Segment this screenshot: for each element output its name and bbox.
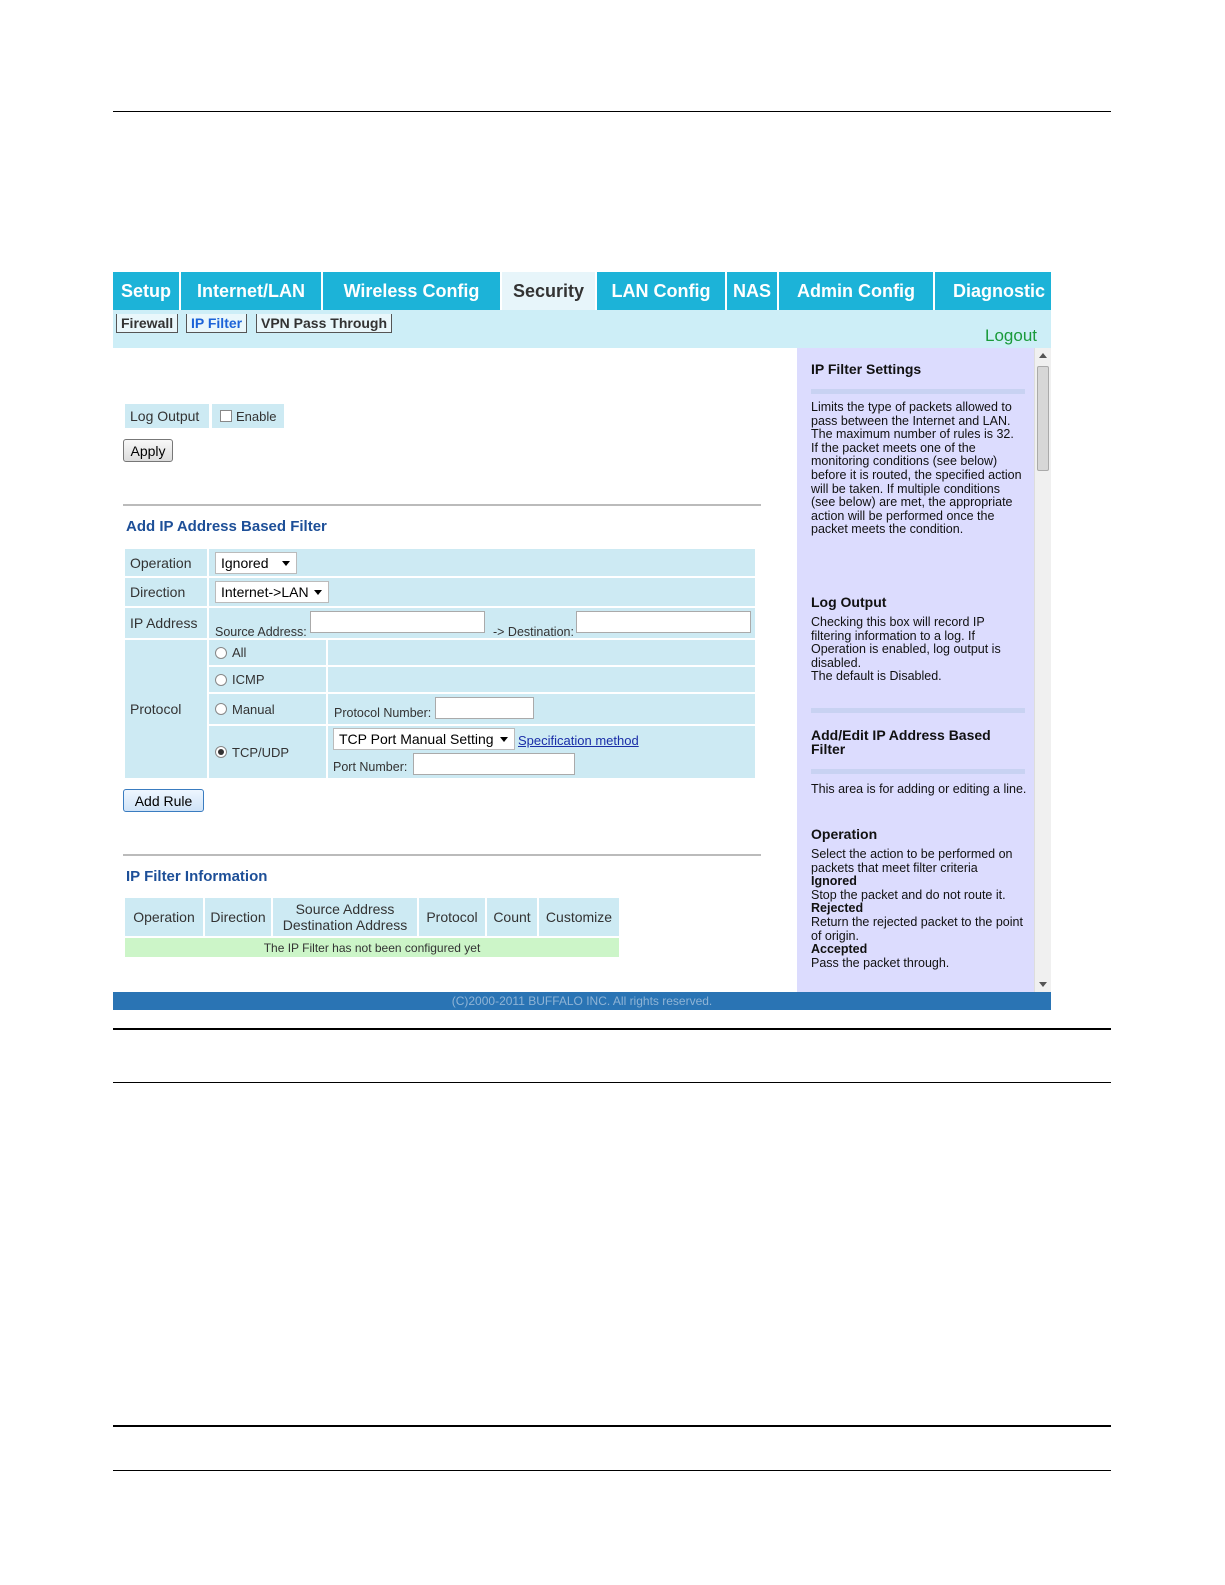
help-operation-block xyxy=(811,848,1027,970)
direction-cell xyxy=(209,578,755,606)
protocol-icmp-cell xyxy=(209,667,326,692)
subtab-firewall[interactable]: Firewall xyxy=(116,314,178,333)
help-accepted-title: Accepted xyxy=(811,942,868,957)
logout-link[interactable]: Logout xyxy=(985,326,1037,345)
help-operation-title: Operation xyxy=(811,826,878,842)
specification-method-link[interactable]: Specification method xyxy=(518,733,639,748)
help-intro-block xyxy=(811,401,1027,537)
router-ui-screenshot xyxy=(113,272,1051,1010)
help-ignored-title: Ignored xyxy=(811,874,857,889)
main-navigation xyxy=(113,272,1051,310)
page-rule-top xyxy=(113,111,1111,112)
tcp-mode-select-value: TCP Port Manual Setting xyxy=(339,731,494,747)
direction-label: Direction xyxy=(125,578,207,606)
help-conditions: If the packet meets one of the monitoring conditions (see below) before it is routed, the specified action will be taken. If multiple conditions (see below) are met, the appropriate action will be performed once the packet meets the condition. xyxy=(811,440,1022,537)
protocol-tcpudp-label: TCP/UDP xyxy=(232,744,290,760)
operation-label: Operation xyxy=(125,549,207,576)
sub-navigation xyxy=(113,310,1051,348)
help-scrollbar[interactable] xyxy=(1034,348,1051,992)
tab-setup[interactable]: Setup xyxy=(113,272,181,310)
apply-button[interactable]: Apply xyxy=(123,439,173,462)
protocol-icmp-label: ICMP xyxy=(232,672,265,687)
tcp-mode-select[interactable] xyxy=(333,728,515,750)
log-enable-checkbox[interactable] xyxy=(220,410,232,422)
chevron-down-icon xyxy=(282,561,290,566)
chevron-down-icon xyxy=(500,737,508,742)
protocol-icmp-extra xyxy=(328,667,755,692)
operation-cell xyxy=(209,549,755,576)
tab-internet-lan[interactable]: Internet/LAN xyxy=(181,272,323,310)
log-output-cell xyxy=(212,404,284,428)
col-source-address: Source Address xyxy=(295,901,395,917)
protocol-tcpudp-cell xyxy=(209,726,326,778)
tab-admin-config[interactable]: Admin Config xyxy=(779,272,935,310)
protocol-manual-cell xyxy=(209,694,326,724)
tab-wireless-config[interactable]: Wireless Config xyxy=(323,272,502,310)
help-panel xyxy=(797,348,1051,992)
page-rule-2 xyxy=(113,1028,1111,1030)
help-divider-1 xyxy=(811,389,1025,394)
tab-lan-config[interactable]: LAN Config xyxy=(597,272,727,310)
main-content xyxy=(113,348,797,992)
col-direction: Direction xyxy=(205,898,271,936)
help-max-rules: The maximum number of rules is 32. xyxy=(811,427,1014,442)
help-rejected-text: Return the rejected packet to the point of origin. xyxy=(811,914,1023,943)
tab-diagnostic[interactable]: Diagnostic xyxy=(935,272,1051,310)
subtab-ip-filter[interactable]: IP Filter xyxy=(186,314,247,333)
filter-info-title: IP Filter Information xyxy=(126,868,268,885)
help-divider-2 xyxy=(811,708,1025,713)
port-number-label: Port Number: xyxy=(333,760,408,774)
help-divider-3 xyxy=(811,769,1025,774)
direction-select[interactable] xyxy=(215,581,329,603)
help-ignored-text: Stop the packet and do not route it. xyxy=(811,887,1006,902)
direction-select-value: Internet->LAN xyxy=(221,584,309,600)
page-rule-4 xyxy=(113,1425,1111,1427)
protocol-label: Protocol xyxy=(125,640,207,778)
help-log-default: The default is Disabled. xyxy=(811,669,942,684)
source-address-label: Source Address: xyxy=(215,625,307,639)
ip-address-label: IP Address xyxy=(125,608,207,638)
source-address-input[interactable] xyxy=(310,611,485,633)
page-rule-5 xyxy=(113,1470,1111,1471)
col-operation: Operation xyxy=(125,898,203,936)
log-enable-label: Enable xyxy=(236,408,277,424)
destination-label: -> Destination: xyxy=(493,625,574,639)
help-log-title: Log Output xyxy=(811,594,887,610)
operation-select-value: Ignored xyxy=(221,554,269,571)
protocol-number-input[interactable] xyxy=(435,697,534,719)
col-address xyxy=(273,898,417,936)
operation-select[interactable] xyxy=(215,552,297,574)
scroll-up-arrow-icon[interactable] xyxy=(1039,353,1047,358)
tab-nas[interactable]: NAS xyxy=(727,272,779,310)
protocol-all-extra xyxy=(328,640,755,665)
port-number-input[interactable] xyxy=(413,753,575,775)
protocol-manual-label: Manual xyxy=(232,701,275,717)
scroll-down-arrow-icon[interactable] xyxy=(1039,982,1047,987)
protocol-all-cell xyxy=(209,640,326,665)
scroll-thumb[interactable] xyxy=(1037,366,1049,471)
protocol-all-radio[interactable] xyxy=(215,647,227,659)
footer-copyright: (C)2000-2011 BUFFALO INC. All rights reserved. xyxy=(113,992,1051,1010)
protocol-icmp-radio[interactable] xyxy=(215,674,227,686)
add-rule-button[interactable]: Add Rule xyxy=(123,789,204,812)
help-accepted-text: Pass the packet through. xyxy=(811,955,950,970)
help-rejected-title: Rejected xyxy=(811,901,864,916)
col-count: Count xyxy=(487,898,537,936)
chevron-down-icon xyxy=(314,590,322,595)
protocol-manual-radio[interactable] xyxy=(215,703,227,715)
help-intro: Limits the type of packets allowed to pass between the Internet and LAN. xyxy=(811,400,1012,428)
col-destination-address: Destination Address xyxy=(282,917,408,933)
tab-security[interactable]: Security xyxy=(502,272,597,310)
divider-2 xyxy=(123,854,761,856)
log-output-label: Log Output xyxy=(125,404,209,428)
col-customize: Customize xyxy=(539,898,619,936)
help-add-edit-text: This area is for adding or editing a line. xyxy=(811,782,1027,796)
protocol-tcpudp-radio[interactable] xyxy=(215,746,227,758)
empty-table-message: The IP Filter has not been configured yet xyxy=(125,938,619,957)
protocol-all-label: All xyxy=(232,645,247,660)
page-rule-3 xyxy=(113,1082,1111,1083)
help-title: IP Filter Settings xyxy=(811,361,922,377)
help-operation-text: Select the action to be performed on packets that meet filter criteria xyxy=(811,847,1013,875)
divider-1 xyxy=(123,504,761,506)
col-protocol: Protocol xyxy=(419,898,485,936)
subtab-vpn-pass-through[interactable]: VPN Pass Through xyxy=(256,314,392,333)
help-add-edit-title: Add/Edit IP Address Based Filter xyxy=(811,727,991,757)
help-log-block xyxy=(811,616,1027,684)
protocol-number-cell xyxy=(328,694,755,724)
protocol-number-label: Protocol Number: xyxy=(334,706,432,720)
destination-address-input[interactable] xyxy=(576,611,751,633)
help-log-text: Checking this box will record IP filtering information to a log. If Operation is enabled, log output is disabled. xyxy=(811,615,1001,670)
add-filter-title: Add IP Address Based Filter xyxy=(126,518,327,535)
